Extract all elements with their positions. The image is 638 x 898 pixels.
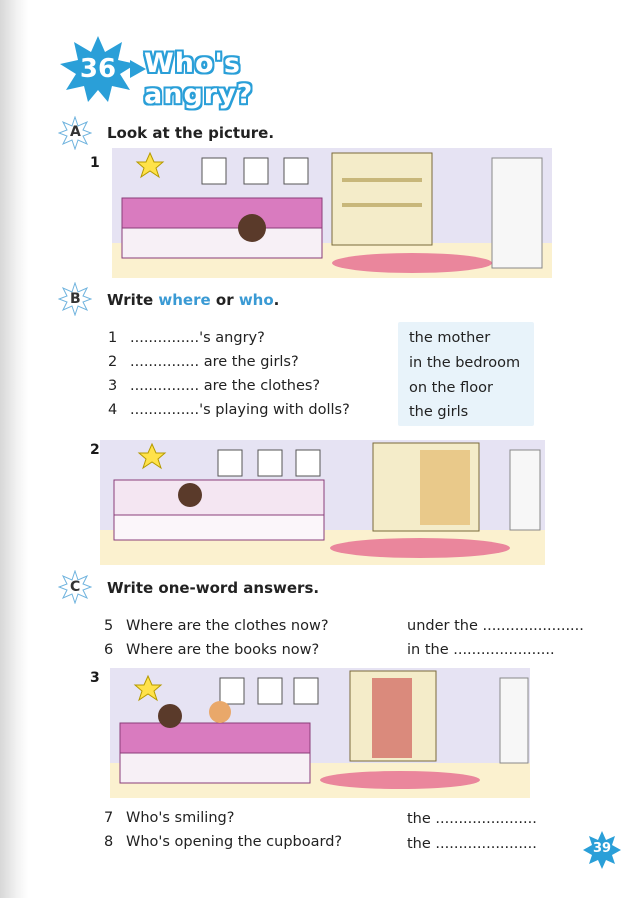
page-gutter	[0, 0, 28, 898]
question-item: 6 Where are the books now?	[104, 642, 320, 658]
bedroom-picture-1	[112, 148, 552, 278]
answer-option: the girls	[409, 404, 469, 420]
answer-blank: under the ......................	[407, 618, 584, 634]
section-b-label: B	[70, 291, 81, 307]
question-item: 7 Who's smiling?	[104, 810, 235, 826]
question-item: 5 Where are the clothes now?	[104, 618, 329, 634]
question-item: 8 Who's opening the cupboard?	[104, 834, 343, 850]
answer-option: in the bedroom	[409, 355, 521, 371]
picture-number: 3	[90, 670, 100, 686]
unit-title-text: Who's angry?	[144, 48, 254, 110]
answer-option: the mother	[409, 330, 491, 346]
section-c-label: C	[70, 579, 81, 595]
answer-blank: the ......................	[407, 836, 537, 852]
answer-blank: in the ......................	[407, 642, 555, 658]
question-item: 2 ............... are the girls?	[108, 354, 299, 370]
question-item: 1 ...............'s angry?	[108, 330, 265, 346]
picture-number: 1	[90, 155, 100, 171]
section-b-heading: Write where or who.	[107, 291, 280, 309]
question-item: 3 ............... are the clothes?	[108, 378, 321, 394]
keyword-where: where	[158, 291, 211, 309]
picture-number: 2	[90, 442, 100, 458]
unit-number: 36	[79, 54, 117, 84]
section-a-label: A	[70, 124, 81, 140]
answer-blank: the ......................	[407, 811, 537, 827]
bedroom-picture-2	[100, 440, 545, 565]
keyword-who: who	[238, 291, 274, 309]
page-number: 39	[582, 830, 622, 870]
answer-option: on the floor	[409, 380, 493, 396]
section-c-heading: Write one-word answers.	[107, 579, 320, 597]
section-a-heading: Look at the picture.	[107, 124, 275, 142]
unit-title	[58, 34, 358, 110]
question-item: 4 ...............'s playing with dolls?	[108, 402, 350, 418]
bedroom-picture-3	[110, 668, 530, 798]
